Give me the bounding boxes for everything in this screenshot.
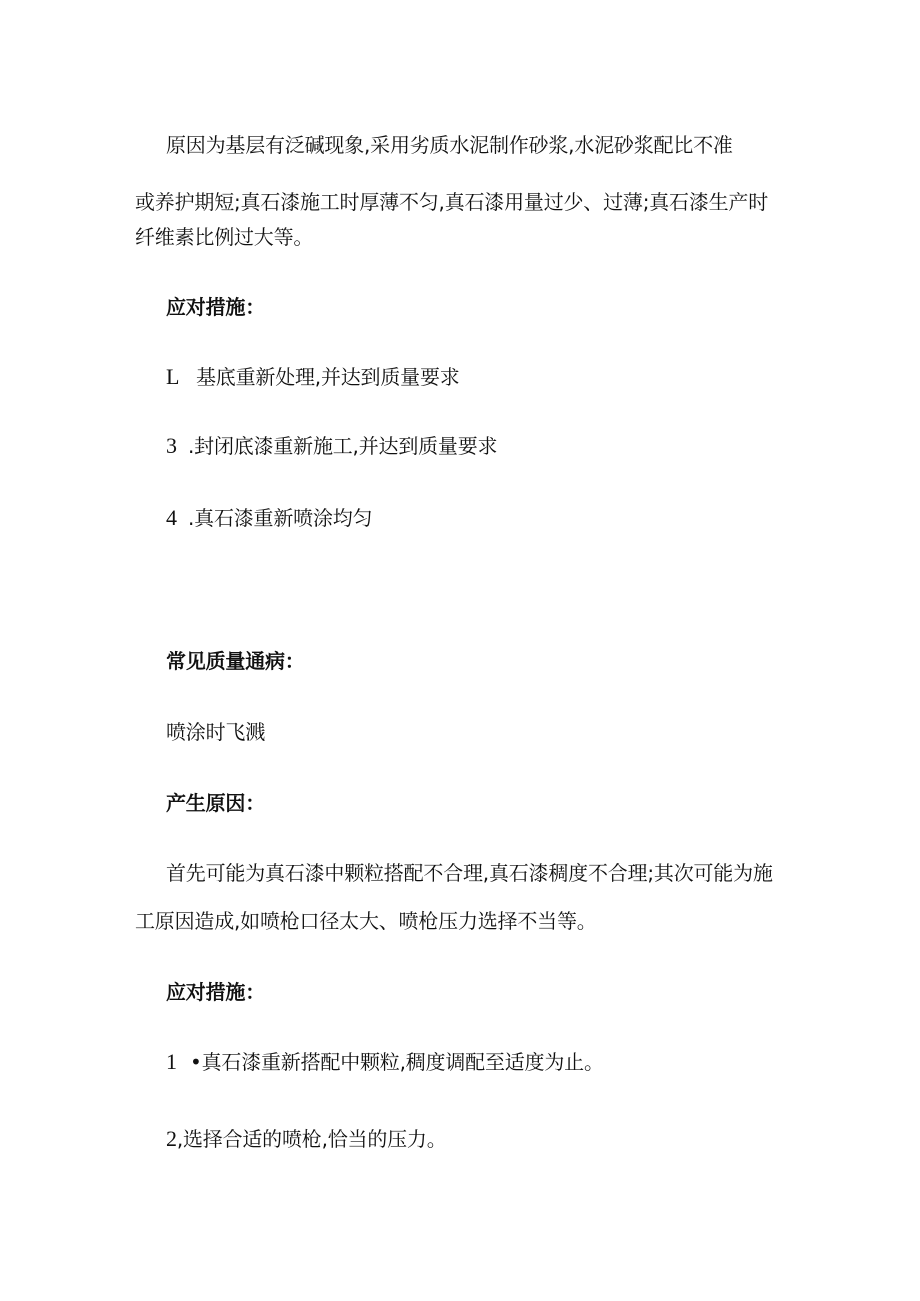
measure-text: .封闭底漆重新施工,并达到质量要求 <box>188 434 498 458</box>
measures-heading: 应对措施： <box>166 980 265 1004</box>
measure-number: 3 <box>166 433 177 458</box>
cause-paragraph-line-1: 原因为基层有泛碱现象,采用劣质水泥制作砂浆,水泥砂浆配比不准 <box>166 133 733 157</box>
measure-text: ,选择合适的喷枪,恰当的压力。 <box>176 1127 447 1151</box>
cause-paragraph-line-2: 工原因造成,如喷枪口径太大、喷枪压力选择不当等。 <box>135 909 597 933</box>
problem-heading: 常见质量通病： <box>166 649 305 673</box>
measures-heading: 应对措施： <box>166 295 265 319</box>
cause-paragraph-line-1: 首先可能为真石漆中颗粒搭配不合理,真石漆稠度不合理;其次可能为施 <box>166 861 773 885</box>
cause-paragraph-line-2: 或养护期短;真石漆施工时厚薄不匀,真石漆用量过少、过薄;真石漆生产时 <box>135 190 769 214</box>
measure-number: 2 <box>166 1126 177 1151</box>
measure-number: 1 <box>166 1049 177 1074</box>
problem-text: 喷涂时飞溅 <box>166 720 265 744</box>
measure-number: 4 <box>166 505 177 530</box>
cause-heading: 产生原因： <box>166 791 265 815</box>
measure-item <box>166 364 460 390</box>
measure-text: .真石漆重新喷涂均匀 <box>188 506 373 530</box>
measure-item <box>166 1126 447 1152</box>
measure-text: 基底重新处理,并达到质量要求 <box>196 365 460 389</box>
measure-item <box>166 505 372 531</box>
measure-item <box>166 433 497 459</box>
measure-item <box>166 1049 604 1075</box>
measure-text: •真石漆重新搭配中颗粒,稠度调配至适度为止。 <box>190 1050 604 1074</box>
measure-number: L <box>166 364 180 389</box>
cause-paragraph-line-3: 纤维素比例过大等。 <box>135 225 314 249</box>
